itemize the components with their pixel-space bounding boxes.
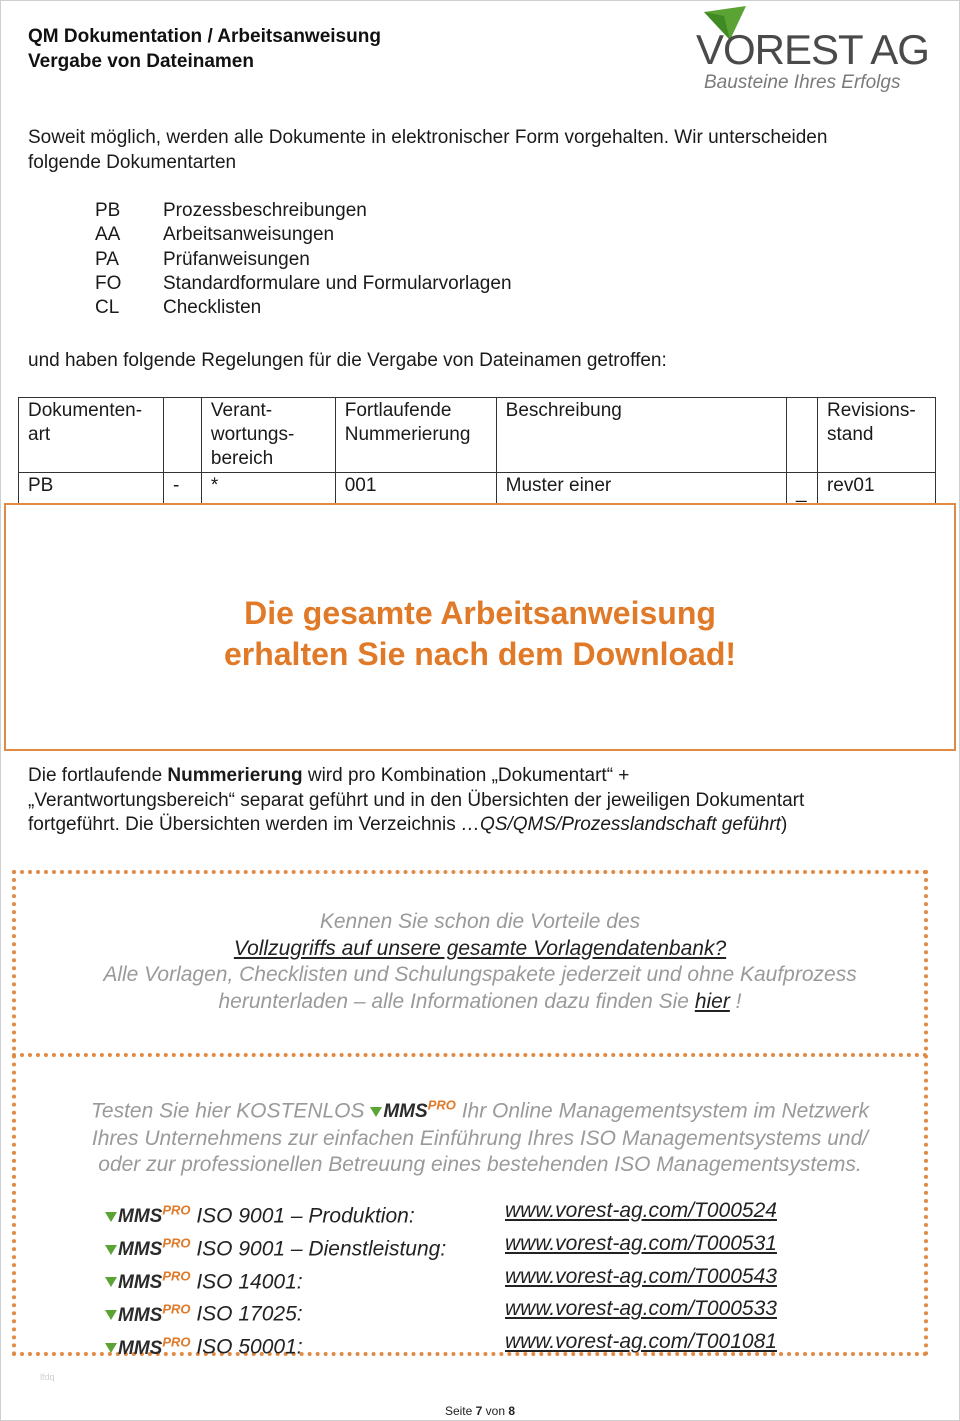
promo-line-1: Kennen Sie schon die Vorteile des [319, 910, 641, 933]
logo-name: VOREST AG [696, 26, 929, 73]
promo-mms: Testen Sie hier KOSTENLOS $MMS^{PRO}$ Ihr Online Managementsystem im Netzwerk Ihres Unternehmens zur einfachen Einführung Ihres ISO Managementsystems und/ oder zur professionellen Betreuung eines bestehenden ISO Managementsystems. [0, 1093, 960, 1179]
doc-type-code: PB [95, 200, 121, 221]
filename-rules-table [18, 397, 936, 507]
list-item: $MMS^{PRO}$ ISO 50001: www.vorest-ag.com/T001081 [105, 1329, 777, 1362]
mms-pro-badge: $MMS^{PRO}$ [383, 1098, 456, 1123]
product-link[interactable]: www.vorest-ag.com/T000524 [505, 1199, 777, 1222]
header-doc-type: Dokumenten- art [19, 398, 164, 473]
rules-intro: und haben folgende Regelungen für die Vergabe von Dateinamen getroffen: [28, 350, 667, 371]
doc-type-name: Prüfanweisungen [163, 248, 310, 270]
doc-type-name: Prozessbeschreibungen [163, 200, 367, 221]
doc-type-code: FO [95, 272, 122, 294]
overlay-message [6, 593, 954, 675]
bold-numbering: Nummerierung [167, 765, 303, 786]
product-link[interactable]: www.vorest-ag.com/T000543 [505, 1264, 777, 1288]
cell-revision: rev01 [817, 473, 935, 507]
product-link[interactable]: www.vorest-ag.com/T001081 [505, 1330, 777, 1354]
mms-link-list [105, 1198, 777, 1362]
folder-path: …QS/QMS/Prozesslandschaft geführt [460, 814, 781, 835]
list-item [95, 223, 512, 247]
promo-database: Kennen Sie schon die Vorteile des Vollzugriffs auf unsere gesamte Vorlagendatenbank? Alle Vorlagen, Checklisten und Schulungspakete jederzeit und ohne Kaufprozess herunterladen – alle Informationen dazu finden Sie hier ! [0, 909, 960, 1015]
title-line-1: QM Dokumentation / Arbeitsanweisung [28, 26, 381, 47]
doc-type-name: Checklisten [163, 297, 262, 319]
doc-type-name: Arbeitsanweisungen [163, 224, 335, 246]
database-link[interactable]: Vollzugriffs auf unsere gesamte Vorlagendatenbank? [233, 936, 727, 960]
header-sep-1 [163, 398, 201, 473]
overlay-line-1: Die gesamte Arbeitsanweisung [244, 595, 716, 631]
doc-type-code: CL [95, 297, 120, 319]
download-overlay [4, 503, 956, 751]
cell-description: Muster einer [496, 473, 786, 507]
cell-responsibility: * [201, 473, 335, 507]
footer-mark: lfdq [40, 1372, 55, 1382]
list-item [95, 272, 512, 296]
title-line-2: Vergabe von Dateinamen [28, 51, 254, 72]
vorest-logo [696, 6, 936, 96]
product-link[interactable]: www.vorest-ag.com/T000533 [505, 1297, 777, 1321]
document-title [28, 24, 381, 74]
doc-type-code: PA [95, 248, 119, 270]
table-row [19, 473, 936, 507]
list-item: $MMS^{PRO}$ ISO 9001 – Dienstleistung: www.vorest-ag.com/T000531 [105, 1231, 777, 1264]
doc-type-list [95, 199, 512, 320]
mms-triangle-icon [105, 1212, 117, 1222]
doc-type-name: Standardformulare und Formularvorlagen [163, 272, 512, 294]
product-link[interactable]: www.vorest-ag.com/T000531 [505, 1231, 777, 1255]
list-item [95, 248, 512, 272]
header-revision: Revisions- stand [817, 398, 935, 473]
promo-mms-line-2: Ihres Unternehmens zur einfachen Einführung Ihres ISO Managementsystems und/ [91, 1126, 869, 1150]
list-item: $MMS^{PRO}$ ISO 14001: www.vorest-ag.com/T000543 [105, 1264, 777, 1297]
list-item: $MMS^{PRO}$ ISO 9001 – Produktion: www.vorest-ag.com/T000524 [105, 1198, 777, 1231]
doc-type-code: AA [95, 224, 121, 246]
overlay-line-2: erhalten Sie nach dem Download! [223, 636, 737, 672]
cell-sep-2: _ [787, 473, 818, 507]
list-item: $MMS^{PRO}$ ISO 17025: www.vorest-ag.com/T000533 [105, 1296, 777, 1329]
intro-paragraph [28, 126, 827, 175]
promo-line-3: Alle Vorlagen, Checklisten und Schulungspakete jederzeit und ohne Kaufprozess [103, 963, 857, 986]
intro-line-1: Soweit möglich, werden alle Dokumente in elektronischer Form vorgehalten. Wir unterscheiden [28, 127, 828, 148]
cell-sep-1: - [163, 473, 201, 507]
header-sep-2 [787, 398, 818, 473]
promo-divider [12, 1053, 928, 1057]
mms-triangle-icon [105, 1245, 117, 1255]
mms-triangle-icon [370, 1107, 382, 1117]
hier-link[interactable]: hier [694, 989, 730, 1013]
numbering-paragraph: Die fortlaufende Nummerierung wird pro Kombination „Dokumentart“ + „Verantwortungsbereich“ separat geführt und in den Übersichten der jeweiligen Dokumentart fortgeführt. Die Übersichten werden im Verzeichnis …QS/QMS/Prozesslandschaft geführt) [28, 765, 805, 835]
header-description: Beschreibung [496, 398, 786, 473]
list-item [95, 296, 512, 320]
mms-triangle-icon [105, 1343, 117, 1353]
cell-numbering: 001 [335, 473, 496, 507]
intro-line-2: folgende Dokumentarten [28, 151, 237, 173]
logo-tagline: Bausteine Ihres Erfolgs [704, 72, 901, 93]
header-numbering: Fortlaufende Nummerierung [335, 398, 496, 473]
page-number: Seite 7 von 8 [444, 1404, 516, 1418]
cell-doc-type: PB [19, 473, 164, 507]
mms-triangle-icon [105, 1310, 117, 1320]
list-item [95, 199, 512, 223]
mms-triangle-icon [105, 1277, 117, 1287]
header-responsibility: Verant- wortungs- bereich [201, 398, 335, 473]
promo-mms-line-3: oder zur professionellen Betreuung eines bestehenden ISO Managementsystems. [98, 1153, 862, 1177]
table-header-row [19, 398, 936, 473]
